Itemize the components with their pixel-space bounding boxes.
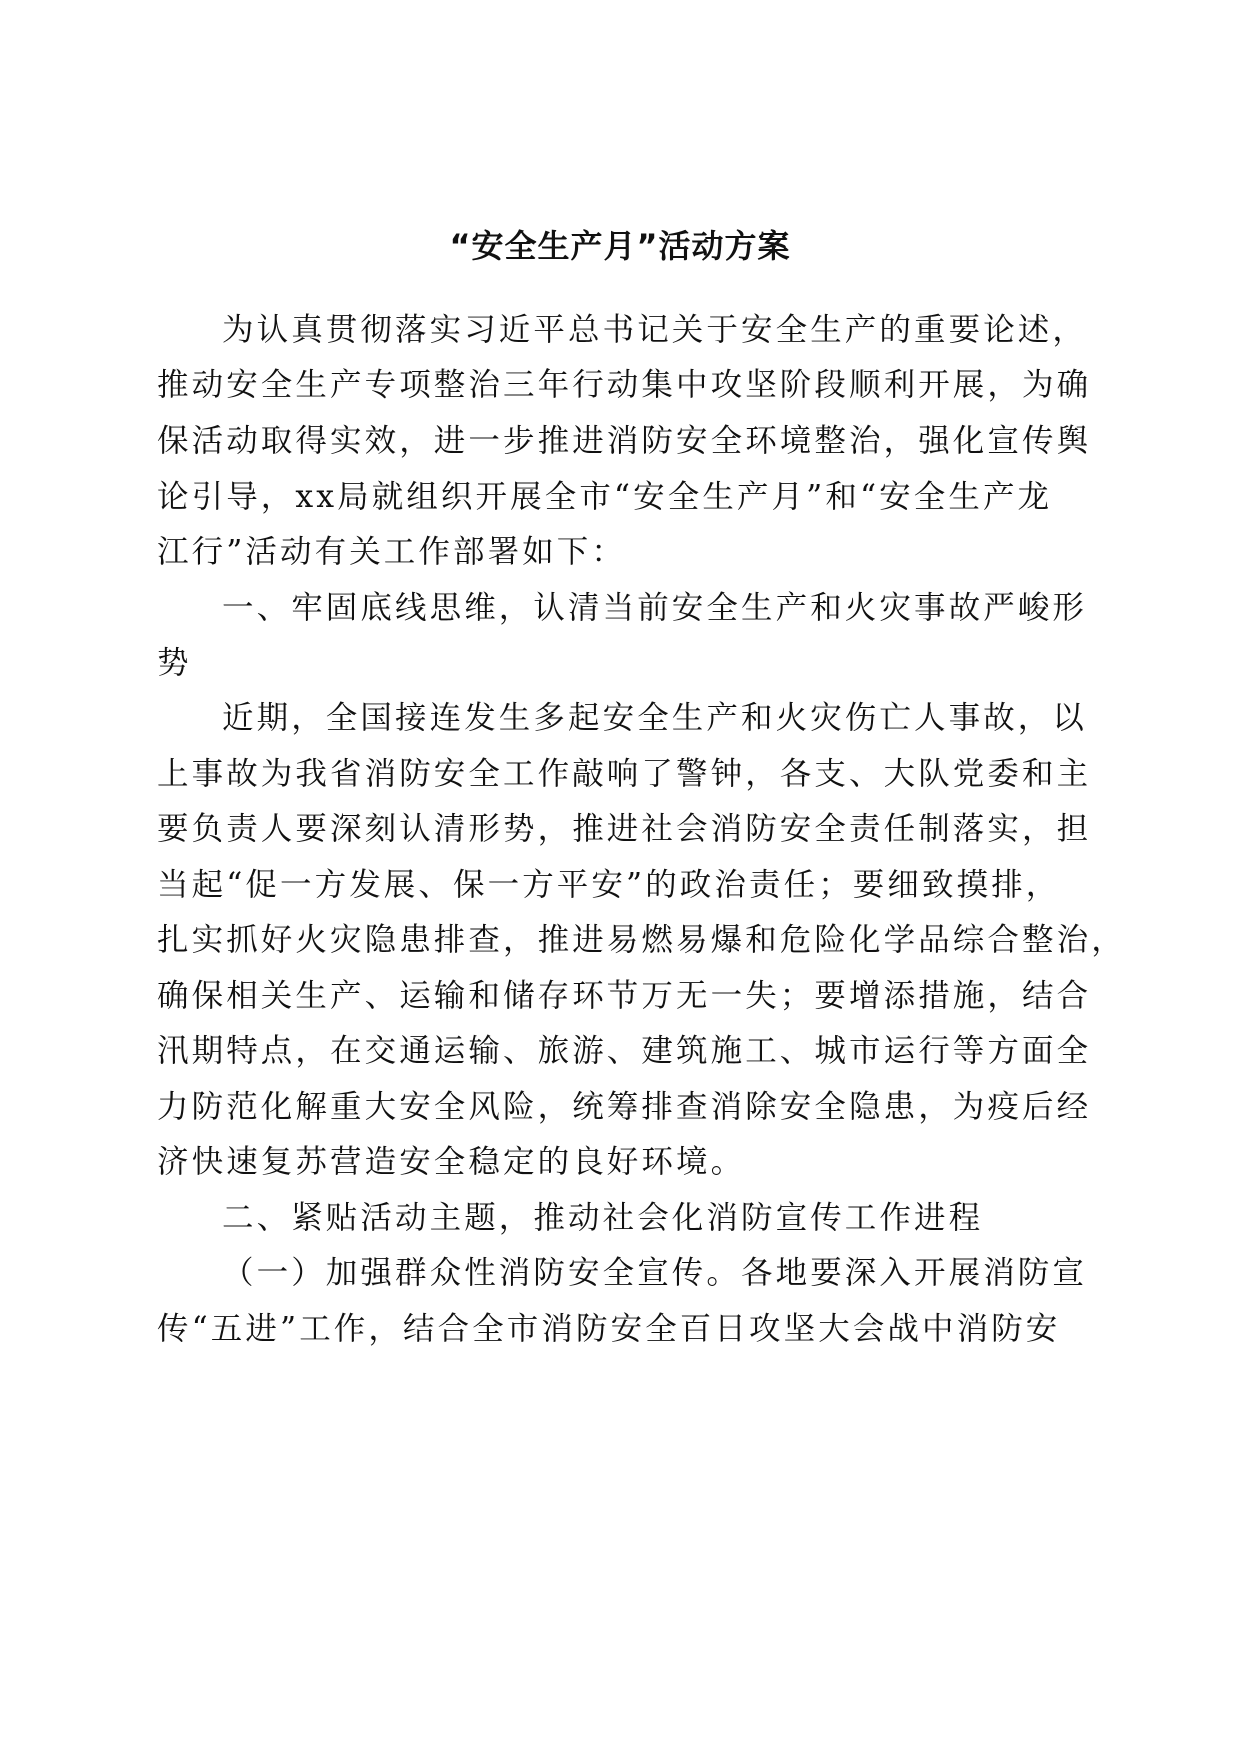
document-title: “安全生产月”活动方案 <box>449 227 791 265</box>
heading-1-line-2: 势 <box>157 645 192 681</box>
paragraph-1-line-5: 江行”活动有关工作部署如下： <box>157 534 627 570</box>
subheading-1-line-2: 传“五进”工作，结合全市消防安全百日攻坚大会战中消防安 <box>157 1311 1061 1347</box>
paragraph-2-line-9: 济快速复苏营造安全稳定的良好环境。 <box>157 1144 746 1180</box>
paragraph-2-line-5: 扎实抓好火灾隐患排查，推进易燃易爆和危险化学品综合整治， <box>157 922 1126 958</box>
heading-2: 二、紧贴活动主题，推动社会化消防宣传工作进程 <box>222 1200 984 1236</box>
paragraph-2-line-8: 力防范化解重大安全风险，统筹排查消除安全隐患，为疫后经 <box>157 1089 1092 1125</box>
paragraph-1-line-4: 论引导，xx局就组织开展全市“安全生产月”和“安全生产龙 <box>157 479 1053 515</box>
paragraph-2-line-1: 近期，全国接连发生多起安全生产和火灾伤亡人事故，以 <box>222 700 1088 736</box>
paragraph-2-line-6: 确保相关生产、运输和储存环节万无一失；要增添措施，结合 <box>157 978 1092 1014</box>
paragraph-2-line-7: 汛期特点，在交通运输、旅游、建筑施工、城市运行等方面全 <box>157 1033 1092 1069</box>
paragraph-2-line-3: 要负责人要深刻认清形势，推进社会消防安全责任制落实，担 <box>157 811 1092 847</box>
paragraph-1-line-2: 推动安全生产专项整治三年行动集中攻坚阶段顺利开展，为确 <box>157 367 1092 403</box>
heading-1-line-1: 一、牢固底线思维，认清当前安全生产和火灾事故严峻形 <box>222 590 1088 626</box>
paragraph-1-line-3: 保活动取得实效，进一步推进消防安全环境整治，强化宣传舆 <box>157 423 1092 459</box>
paragraph-1-line-1: 为认真贯彻落实习近平总书记关于安全生产的重要论述， <box>222 312 1088 348</box>
paragraph-2-line-4: 当起“促一方发展、保一方平安”的政治责任；要细致摸排， <box>157 867 1061 903</box>
subheading-1-line-1: （一）加强群众性消防安全宣传。各地要深入开展消防宣 <box>222 1255 1088 1291</box>
paragraph-2-line-2: 上事故为我省消防安全工作敲响了警钟，各支、大队党委和主 <box>157 756 1092 792</box>
